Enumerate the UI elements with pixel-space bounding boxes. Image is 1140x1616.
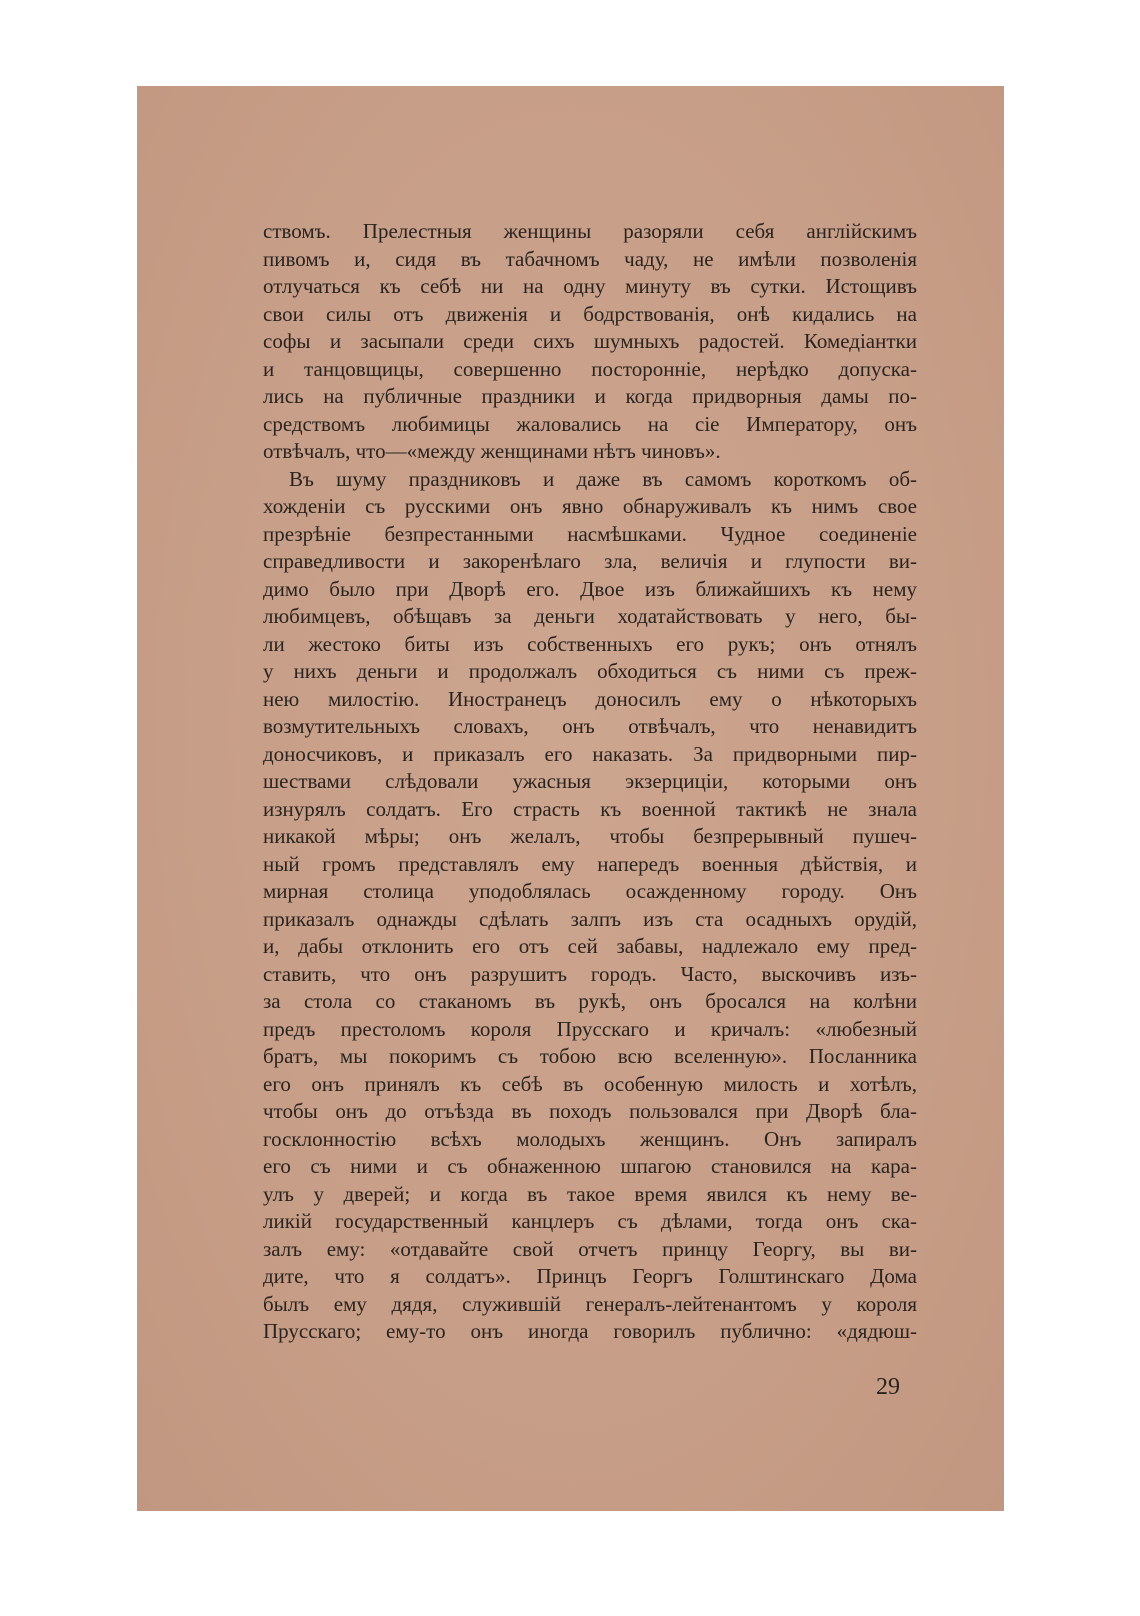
text-line: Прусскаго; ему-то онъ иногда говорилъ публично: «дядюш- <box>263 1319 917 1343</box>
text-line: его онъ принялъ къ себѣ въ особенную милость и хотѣлъ, <box>263 1071 917 1096</box>
text-line: хожденіи съ русскими онъ явно обнаруживалъ къ нимъ свое <box>263 494 917 518</box>
text-line: у нихъ деньги и продолжалъ обходиться съ ними съ преж- <box>263 659 917 683</box>
text-line: братъ, мы покоримъ съ тобою всю вселенную». Посланника <box>263 1044 917 1068</box>
text-line: былъ ему дядя, служившій генералъ-лейтенантомъ у короля <box>263 1291 917 1316</box>
text-line: возмутительныхъ словахъ, онъ отвѣчалъ, что ненавидитъ <box>263 714 917 738</box>
text-line: шествами слѣдовали ужасныя экзерциціи, которыми онъ <box>263 769 917 793</box>
text-line: лись на публичные праздники и когда придворныя дамы по- <box>263 384 917 408</box>
text-line: и танцовщицы, совершенно посторонніе, нерѣдко допуска- <box>263 356 917 381</box>
text-line: отвѣчалъ, что—«между женщинами нѣтъ чиновъ». <box>263 439 721 463</box>
text-line: никакой мѣры; онъ желалъ, чтобы безпрерывный пушеч- <box>263 824 917 848</box>
text-line: любимцевъ, обѣщавъ за деньги ходатайствовать у него, бы- <box>263 604 917 628</box>
page-number: 29 <box>876 1374 900 1400</box>
text-line: справедливости и закоренѣлаго зла, величія и глупости ви- <box>263 549 917 573</box>
text-line: презрѣніе безпрестанными насмѣшками. Чудное соединеніе <box>263 521 917 546</box>
text-line: дите, что я солдатъ». Принцъ Георгъ Голштинскаго Дома <box>263 1264 917 1288</box>
text-line: улъ у дверей; и когда въ такое время явился къ нему ве- <box>263 1181 917 1206</box>
text-line: Въ шуму праздниковъ и даже въ самомъ короткомъ об- <box>289 466 917 491</box>
text-line: за стола со стаканомъ въ рукѣ, онъ бросался на колѣни <box>263 989 917 1013</box>
text-line: мирная столица уподоблялась осажденному городу. Онъ <box>263 879 917 903</box>
text-line: софы и засыпали среди сихъ шумныхъ радостей. Комедіантки <box>263 329 917 353</box>
text-line: свои силы отъ движенія и бодрствованія, онѣ кидались на <box>263 301 917 326</box>
text-line: ставить, что онъ разрушитъ городъ. Часто, выскочивъ изъ- <box>263 961 917 986</box>
text-line: предъ престоломъ короля Прусскаго и кричалъ: «любезный <box>263 1016 917 1041</box>
text-line: ликій государственный канцлеръ съ дѣлами, тогда онъ ска- <box>263 1209 917 1233</box>
text-line: средствомъ любимицы жаловались на сіе Императору, онъ <box>263 411 917 436</box>
text-line: пивомъ и, сидя въ табачномъ чаду, не имѣли позволенія <box>263 246 917 271</box>
text-line: нею милостію. Иностранецъ доносилъ ему о нѣкоторыхъ <box>263 686 917 711</box>
text-line: и, дабы отклонить его отъ сей забавы, надлежало ему пред- <box>263 934 917 958</box>
text-line: приказалъ однажды сдѣлать залпъ изъ ста осадныхъ орудій, <box>263 906 917 931</box>
text-line: отлучаться къ себѣ ни на одну минуту въ сутки. Истощивъ <box>263 274 917 298</box>
text-line: доносчиковъ, и приказалъ его наказать. За придворными пир- <box>263 741 917 766</box>
text-line: димо было при Дворѣ его. Двое изъ ближайшихъ къ нему <box>263 576 917 601</box>
text-line: ствомъ. Прелестныя женщины разоряли себя англійскимъ <box>263 219 917 243</box>
body-text <box>263 218 917 1346</box>
text-line: госклонностію всѣхъ молодыхъ женщинъ. Онъ запиралъ <box>263 1126 917 1151</box>
text-line: ли жестоко биты изъ собственныхъ его рукъ; онъ отнялъ <box>263 631 917 656</box>
text-line: чтобы онъ до отъѣзда въ походъ пользовался при Дворѣ бла- <box>263 1099 917 1123</box>
text-line: его съ ними и съ обнаженною шпагою становился на кара- <box>263 1154 917 1178</box>
text-line: ный громъ представлялъ ему напередъ военныя дѣйствія, и <box>263 851 917 876</box>
text-line: залъ ему: «отдавайте свой отчетъ принцу Георгу, вы ви- <box>263 1236 917 1261</box>
text-line: изнурялъ солдатъ. Его страсть къ военной тактикѣ не знала <box>263 796 917 821</box>
